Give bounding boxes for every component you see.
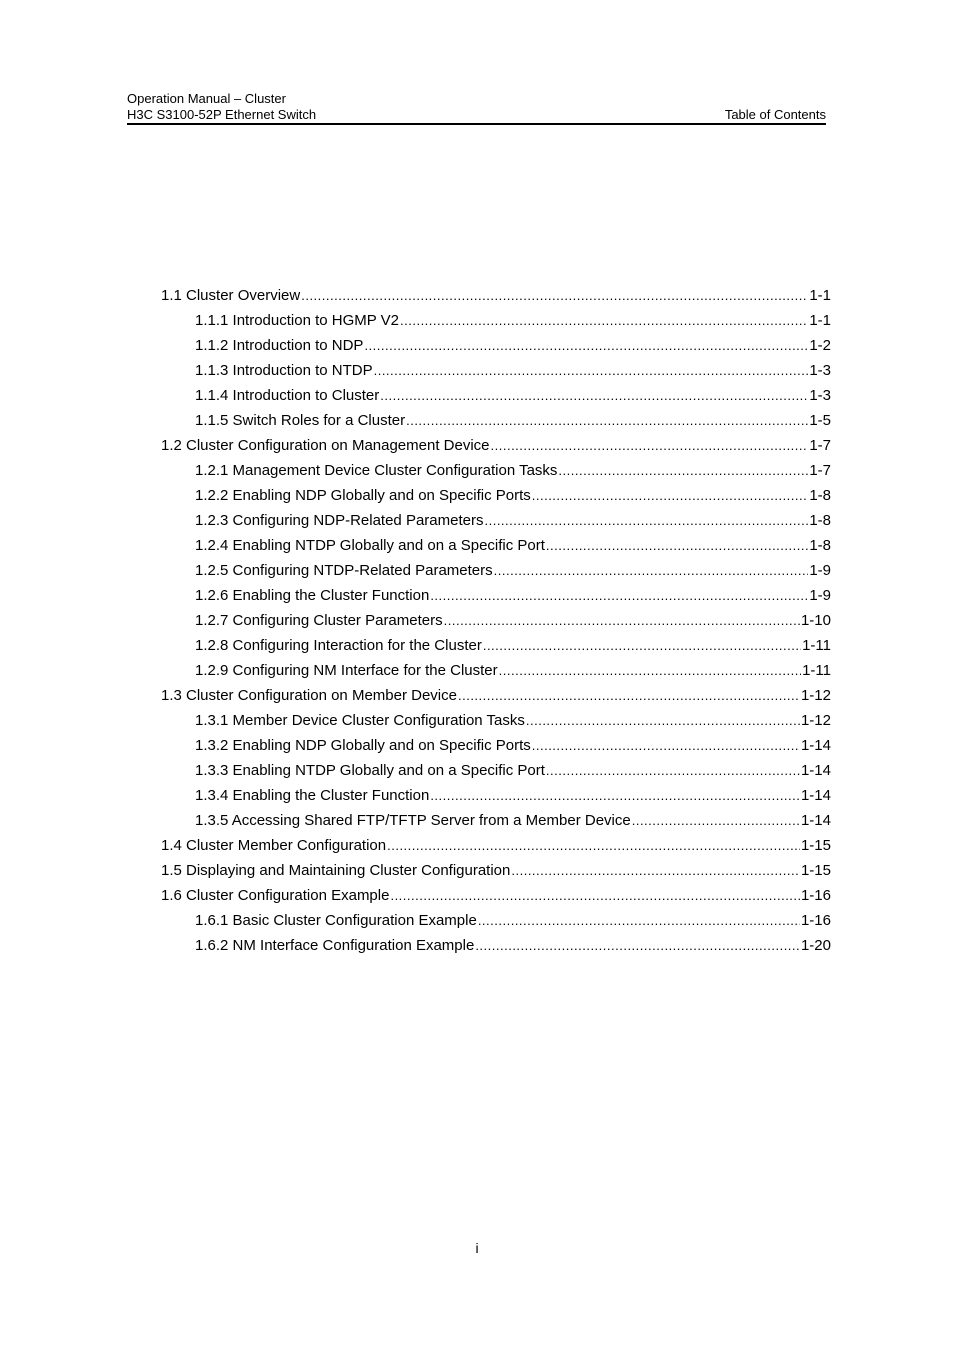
toc-entry[interactable] [161,336,831,361]
toc-entry-title: 1.2.2 Enabling NDP Globally and on Specific Ports [195,487,531,504]
toc-entry-page: 1-14 [800,762,831,779]
toc-entry-page: 1-3 [809,387,831,404]
toc-entry[interactable] [161,811,831,836]
manual-title: Operation Manual – Cluster [127,91,286,106]
toc-entry-title: 1.2.5 Configuring NTDP-Related Parameters [195,562,493,579]
toc-entry-title: 1.3.4 Enabling the Cluster Function [195,787,430,804]
toc-entry-title: 1.2.8 Configuring Interaction for the Cluster [195,637,482,654]
toc-entry-title: 1.1.2 Introduction to NDP [195,337,364,354]
toc-entry-page: 1-3 [809,362,831,379]
toc-entry[interactable] [161,436,831,461]
header-line-1 [127,91,826,107]
toc-entry-title: 1.3 Cluster Configuration on Member Device [161,687,457,704]
toc-entry-page: 1-14 [800,787,831,804]
toc-dot-leader [458,686,800,706]
header-divider [127,123,826,125]
toc-entry-page: 1-16 [800,912,831,929]
toc-dot-leader [484,511,808,531]
toc-dot-leader [491,436,809,456]
toc-dot-leader [374,361,809,381]
toc-entry[interactable] [161,636,831,661]
toc-entry-page: 1-8 [809,512,831,529]
toc-dot-leader [558,461,808,481]
toc-entry-page: 1-7 [809,437,831,454]
toc-dot-leader [380,386,808,406]
toc-entry-title: 1.1.1 Introduction to HGMP V2 [195,312,400,329]
toc-entry[interactable] [161,311,831,336]
toc-entry-title: 1.6.1 Basic Cluster Configuration Example [195,912,477,929]
toc-dot-leader [483,636,801,656]
toc-entry-title: 1.5 Displaying and Maintaining Cluster Configuration [161,862,511,879]
toc-entry-page: 1-14 [800,737,831,754]
toc-entry-title: 1.3.3 Enabling NTDP Globally and on a Specific Port [195,762,545,779]
toc-entry[interactable] [161,536,831,561]
toc-entry-page: 1-1 [809,312,831,329]
toc-entry[interactable] [161,411,831,436]
header-line-2 [127,107,826,123]
toc-entry[interactable] [161,561,831,586]
toc-entry[interactable] [161,936,831,961]
toc-dot-leader [526,711,800,731]
toc-entry[interactable] [161,736,831,761]
toc-entry[interactable] [161,911,831,936]
toc-entry[interactable] [161,786,831,811]
toc-entry-page: 1-8 [809,537,831,554]
toc-entry-title: 1.6.2 NM Interface Configuration Example [195,937,475,954]
toc-entry[interactable] [161,361,831,386]
toc-entry-page: 1-11 [802,637,831,654]
toc-entry-page: 1-14 [800,812,831,829]
page-number: i [475,1240,479,1256]
toc-entry-page: 1-5 [809,412,831,429]
toc-dot-leader [400,311,808,331]
toc-entry-page: 1-12 [800,712,831,729]
toc-dot-leader [387,836,800,856]
toc-entry-page: 1-9 [809,587,831,604]
toc-entry[interactable] [161,661,831,686]
toc-dot-leader [499,661,801,681]
toc-entry-title: 1.1.4 Introduction to Cluster [195,387,380,404]
toc-entry-title: 1.3.2 Enabling NDP Globally and on Specific Ports [195,737,531,754]
toc-entry-title: 1.3.1 Member Device Cluster Configuration Tasks [195,712,525,729]
toc-dot-leader [511,861,800,881]
toc-dot-leader [364,336,808,356]
toc-entry-title: 1.2 Cluster Configuration on Management Device [161,437,490,454]
toc-entry-page: 1-8 [809,487,831,504]
toc-entry-title: 1.1 Cluster Overview [161,287,301,304]
toc-dot-leader [546,761,800,781]
toc-dot-leader [444,611,800,631]
table-of-contents [161,286,831,961]
toc-entry-page: 1-7 [809,462,831,479]
toc-entry-title: 1.2.6 Enabling the Cluster Function [195,587,430,604]
toc-entry-title: 1.2.4 Enabling NTDP Globally and on a Specific Port [195,537,545,554]
toc-entry[interactable] [161,511,831,536]
toc-entry[interactable] [161,386,831,411]
toc-entry-page: 1-9 [809,562,831,579]
toc-entry[interactable] [161,586,831,611]
toc-entry[interactable] [161,886,831,911]
toc-dot-leader [390,886,800,906]
toc-dot-leader [475,936,800,956]
toc-entry-page: 1-10 [800,612,831,629]
toc-dot-leader [546,536,808,556]
toc-entry[interactable] [161,711,831,736]
toc-entry-page: 1-20 [800,937,831,954]
toc-entry[interactable] [161,286,831,311]
toc-entry-title: 1.2.1 Management Device Cluster Configuration Tasks [195,462,558,479]
toc-entry-title: 1.1.3 Introduction to NTDP [195,362,373,379]
toc-entry-page: 1-12 [800,687,831,704]
toc-entry-page: 1-16 [800,887,831,904]
toc-dot-leader [494,561,809,581]
toc-entry-page: 1-15 [800,837,831,854]
toc-entry-title: 1.2.3 Configuring NDP-Related Parameters [195,512,484,529]
toc-dot-leader [430,786,800,806]
toc-dot-leader [532,736,800,756]
toc-dot-leader [632,811,800,831]
toc-dot-leader [430,586,808,606]
toc-entry-page: 1-11 [802,662,831,679]
toc-dot-leader [406,411,808,431]
section-name: Table of Contents [724,107,826,122]
toc-entry[interactable] [161,836,831,861]
toc-entry-title: 1.6 Cluster Configuration Example [161,887,390,904]
toc-entry-title: 1.3.5 Accessing Shared FTP/TFTP Server from a Member Device [195,812,631,829]
toc-dot-leader [478,911,800,931]
toc-entry-title: 1.2.7 Configuring Cluster Parameters [195,612,443,629]
toc-entry[interactable] [161,686,831,711]
toc-entry[interactable] [161,461,831,486]
toc-dot-leader [532,486,809,506]
toc-entry-page: 1-2 [809,337,831,354]
toc-dot-leader [301,286,808,306]
toc-entry-title: 1.2.9 Configuring NM Interface for the Cluster [195,662,498,679]
toc-entry-page: 1-1 [809,287,831,304]
toc-entry[interactable] [161,861,831,886]
toc-entry-page: 1-15 [800,862,831,879]
product-name: H3C S3100-52P Ethernet Switch [127,107,317,122]
toc-entry-title: 1.4 Cluster Member Configuration [161,837,387,854]
toc-entry[interactable] [161,761,831,786]
page-header [127,91,826,123]
toc-entry-title: 1.1.5 Switch Roles for a Cluster [195,412,406,429]
toc-entry[interactable] [161,611,831,636]
toc-entry[interactable] [161,486,831,511]
